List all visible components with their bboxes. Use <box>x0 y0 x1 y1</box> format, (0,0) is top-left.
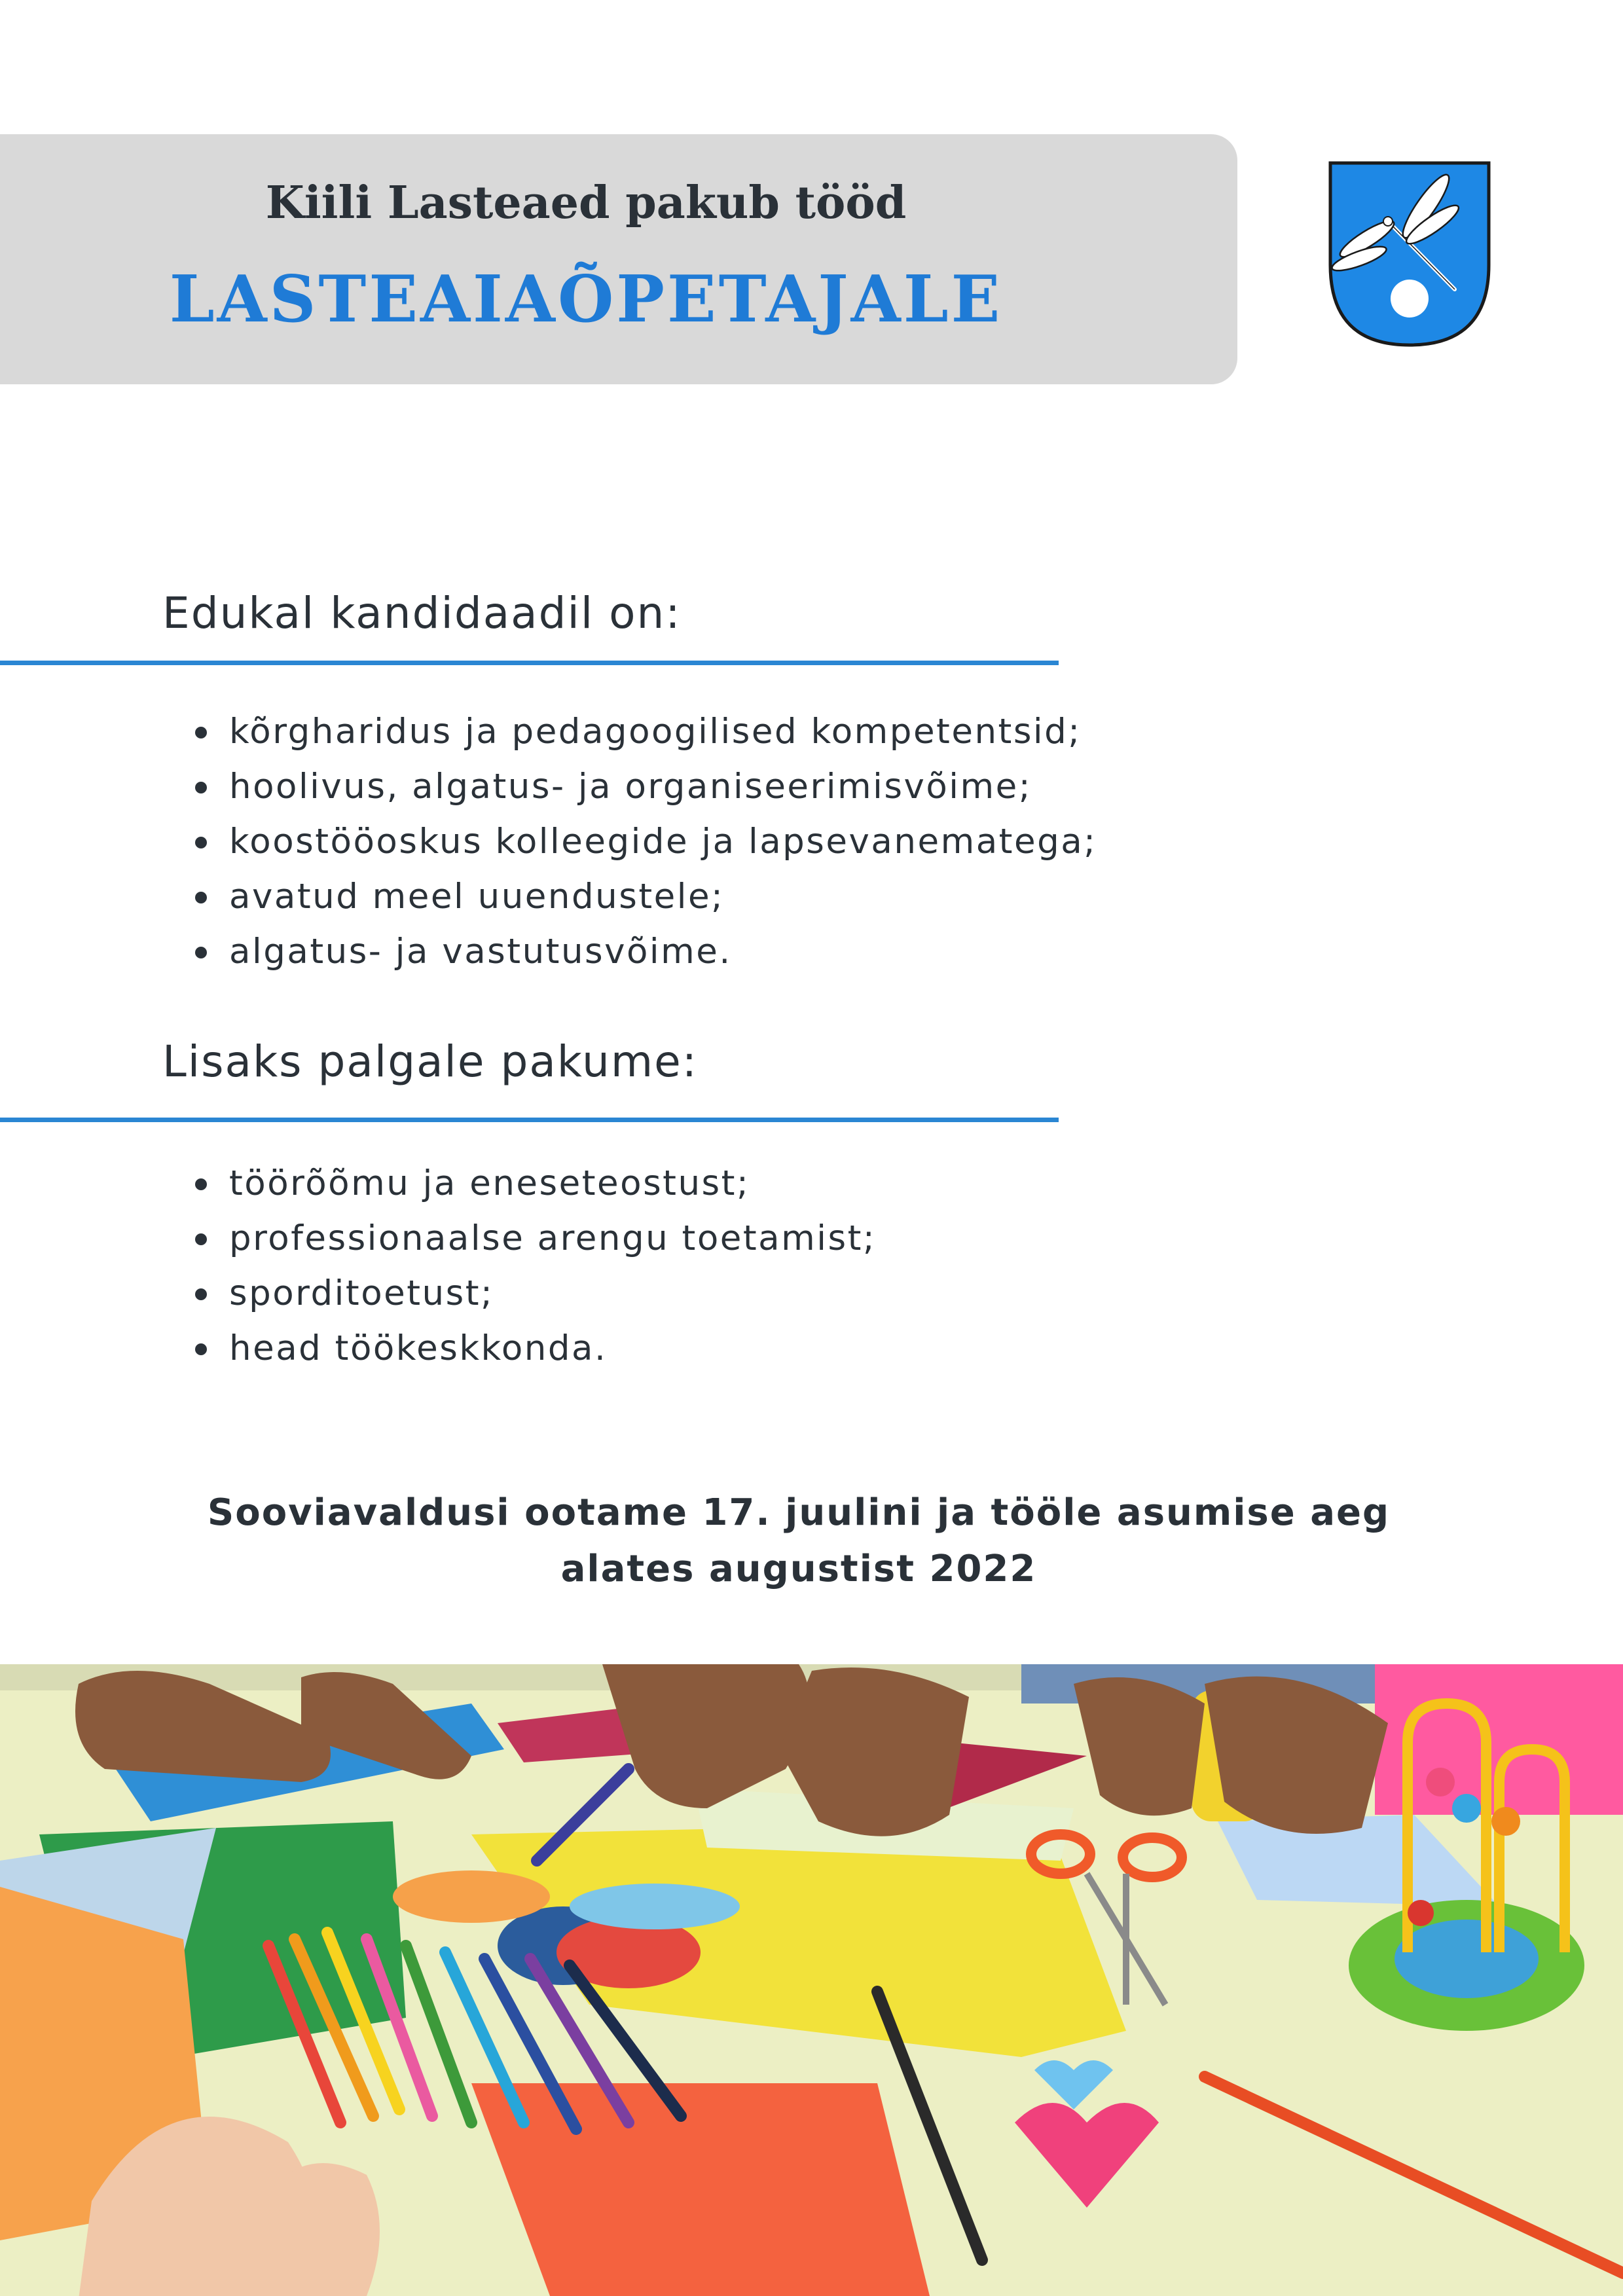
list-item: hoolivus, algatus- ja organiseerimisvõime; <box>190 759 1097 814</box>
page-title: LASTEAIAÕPETAJALE <box>169 262 1003 337</box>
children-crafting-photo <box>0 1664 1623 2296</box>
list-item: professionaalse arengu toetamist; <box>190 1211 876 1266</box>
benefits-list <box>190 1156 876 1376</box>
benefits-divider <box>0 1118 1059 1122</box>
list-item: töörõõmu ja eneseteostust; <box>190 1156 876 1211</box>
deadline-line-1: Sooviavaldusi ootame 17. juulini ja tööle asumise aeg <box>207 1491 1391 1534</box>
header-subtitle: Kiili Lasteaed pakub tööd <box>265 177 907 229</box>
requirements-list <box>190 704 1097 979</box>
requirements-heading: Edukal kandidaadil on: <box>162 588 682 638</box>
requirements-divider <box>0 661 1059 665</box>
deadline-line-2: alates augustist 2022 <box>560 1548 1037 1590</box>
list-item: kõrgharidus ja pedagoogilised kompetentsid; <box>190 704 1097 759</box>
list-item: avatud meel uuendustele; <box>190 869 1097 924</box>
list-item: head töökeskkonda. <box>190 1321 876 1376</box>
application-deadline-text <box>0 1485 1597 1597</box>
benefits-heading: Lisaks palgale pakume: <box>162 1036 698 1087</box>
list-item: koostööoskus kolleegide ja lapsevanematega; <box>190 814 1097 869</box>
list-item: algatus- ja vastutusvõime. <box>190 924 1097 979</box>
header-banner <box>0 134 1237 384</box>
dragonfly-crest-icon <box>1328 160 1491 348</box>
list-item: sporditoetust; <box>190 1266 876 1321</box>
